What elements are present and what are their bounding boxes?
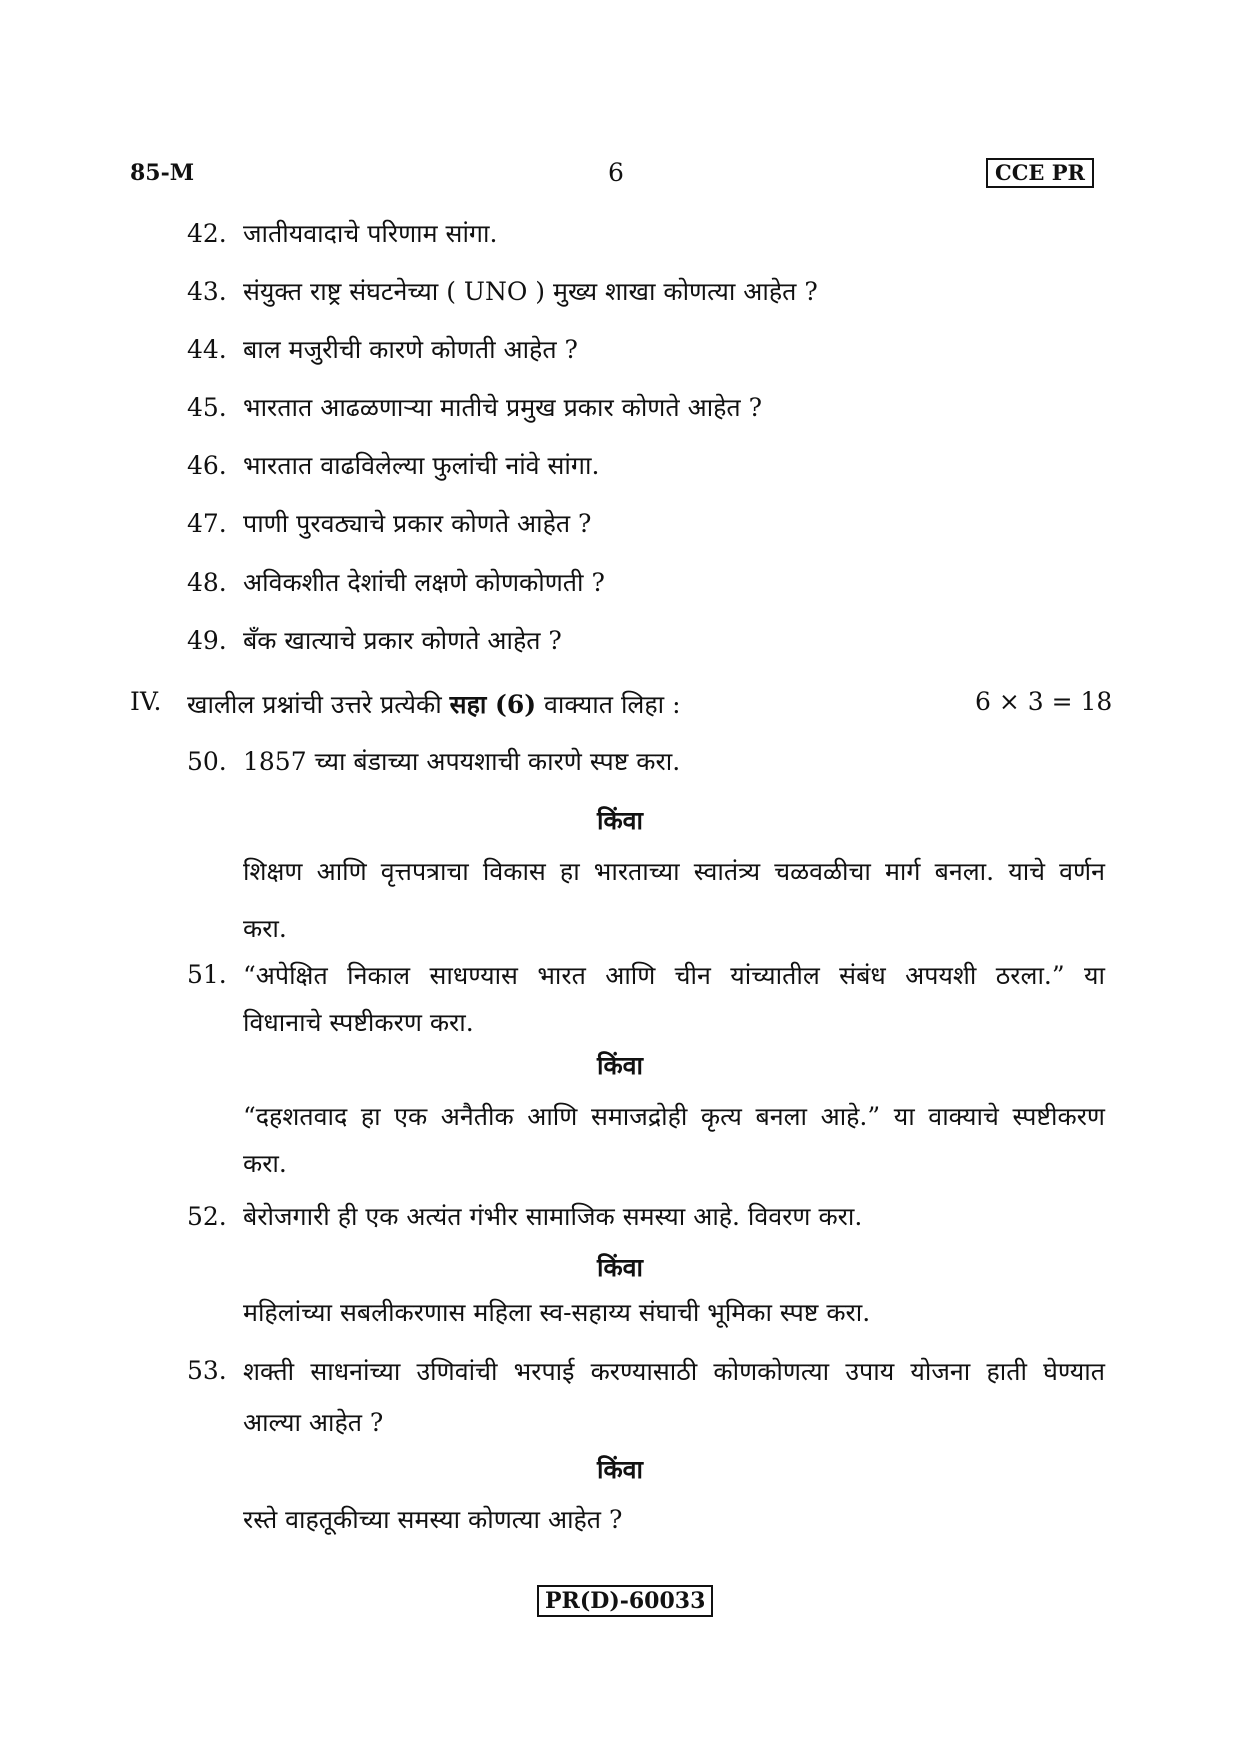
alt-line: करा. [243,914,287,943]
question-number: 47. [187,509,227,538]
alt-line: शिक्षण आणि वृत्तपत्राचा विकास हा भारताच्या स्वातंत्र्य चळवळीचा मार्ग बनला. याचे वर्णन [243,857,1105,886]
cce-pr-box: CCE PR [986,158,1094,188]
section-marks: 6 × 3 = 18 [975,687,1113,716]
question-51-text [243,947,1105,1051]
question-43 [0,275,1240,309]
question-50 [0,745,1240,779]
question-52 [0,1200,1240,1234]
question-number: 48. [187,568,227,597]
paper-code: 85-M [130,160,195,186]
question-text: भारतात वाढविलेल्या फुलांची नांवे सांगा. [243,451,600,480]
question-number: 42. [187,219,227,248]
question-53-text [243,1343,1105,1451]
question-53-alternative: रस्ते वाहतूकीच्या समस्या कोणत्या आहेत ? [243,1505,623,1534]
question-number: 50. [187,747,227,776]
question-text: संयुक्त राष्ट्र संघटनेच्या ( UNO ) मुख्य शाखा कोणत्या आहेत ? [243,277,818,306]
or-label: किंवा [596,1253,644,1282]
question-line: “अपेक्षित निकाल साधण्यास भारत आणि चीन यांच्यातील संबंध अपयशी ठरला.” या [243,961,1105,990]
section-instruction [187,687,681,721]
question-42 [0,217,1240,251]
question-text: 1857 च्या बंडाच्या अपयशाची कारणे स्पष्ट करा. [243,747,681,776]
question-text: बेरोजगारी ही एक अत्यंत गंभीर सामाजिक समस्या आहे. विवरण करा. [243,1202,863,1231]
question-47 [0,507,1240,541]
question-line: आल्या आहेत ? [243,1408,384,1437]
question-text: जातीयवादाचे परिणाम सांगा. [243,219,498,248]
or-label: किंवा [596,1051,644,1080]
question-48 [0,566,1240,600]
alt-line: करा. [243,1149,287,1178]
question-line: विधानाचे स्पष्टीकरण करा. [243,1008,474,1037]
question-51-alternative [243,1088,1105,1192]
question-number: 52. [187,1202,227,1231]
question-49 [0,624,1240,658]
alt-line: “दहशतवाद हा एक अनैतीक आणि समाजद्रोही कृत्य बनला आहे.” या वाक्याचे स्पष्टीकरण [243,1102,1105,1131]
question-text: बँक खात्याचे प्रकार कोणते आहेत ? [243,626,562,655]
question-line: शक्ती साधनांच्या उणिवांची भरपाई करण्यासाठी कोणकोणत्या उपाय योजना हाती घेण्यात [243,1357,1105,1386]
question-text: पाणी पुरवठ्याचे प्रकार कोणते आहेत ? [243,509,592,538]
question-44 [0,333,1240,367]
or-label: किंवा [596,806,644,835]
instruction-end: वाक्यात लिहा : [544,690,681,719]
question-52-alternative: महिलांच्या सबलीकरणास महिला स्व-सहाय्य संघाची भूमिका स्पष्ट करा. [243,1298,871,1327]
question-46 [0,449,1240,483]
question-number: 51. [187,960,227,989]
question-50-alternative [243,843,1105,957]
question-number: 43. [187,277,227,306]
instruction-bold: सहा (6) [449,690,537,719]
or-label: किंवा [596,1455,644,1484]
question-text: बाल मजुरीची कारणे कोणती आहेत ? [243,335,578,364]
section-label: IV. [130,687,162,716]
question-number: 44. [187,335,227,364]
question-number: 45. [187,393,227,422]
footer-code-box: PR(D)-60033 [537,1585,713,1617]
question-number: 53. [187,1356,227,1385]
question-number: 46. [187,451,227,480]
page-number: 6 [608,158,624,187]
question-45 [0,391,1240,425]
question-number: 49. [187,626,227,655]
question-text: अविकशीत देशांची लक्षणे कोणकोणती ? [243,568,605,597]
instruction-start: खालील प्रश्नांची उत्तरे प्रत्येकी [187,690,442,719]
question-text: भारतात आढळणाऱ्या मातीचे प्रमुख प्रकार कोणते आहेत ? [243,393,763,422]
